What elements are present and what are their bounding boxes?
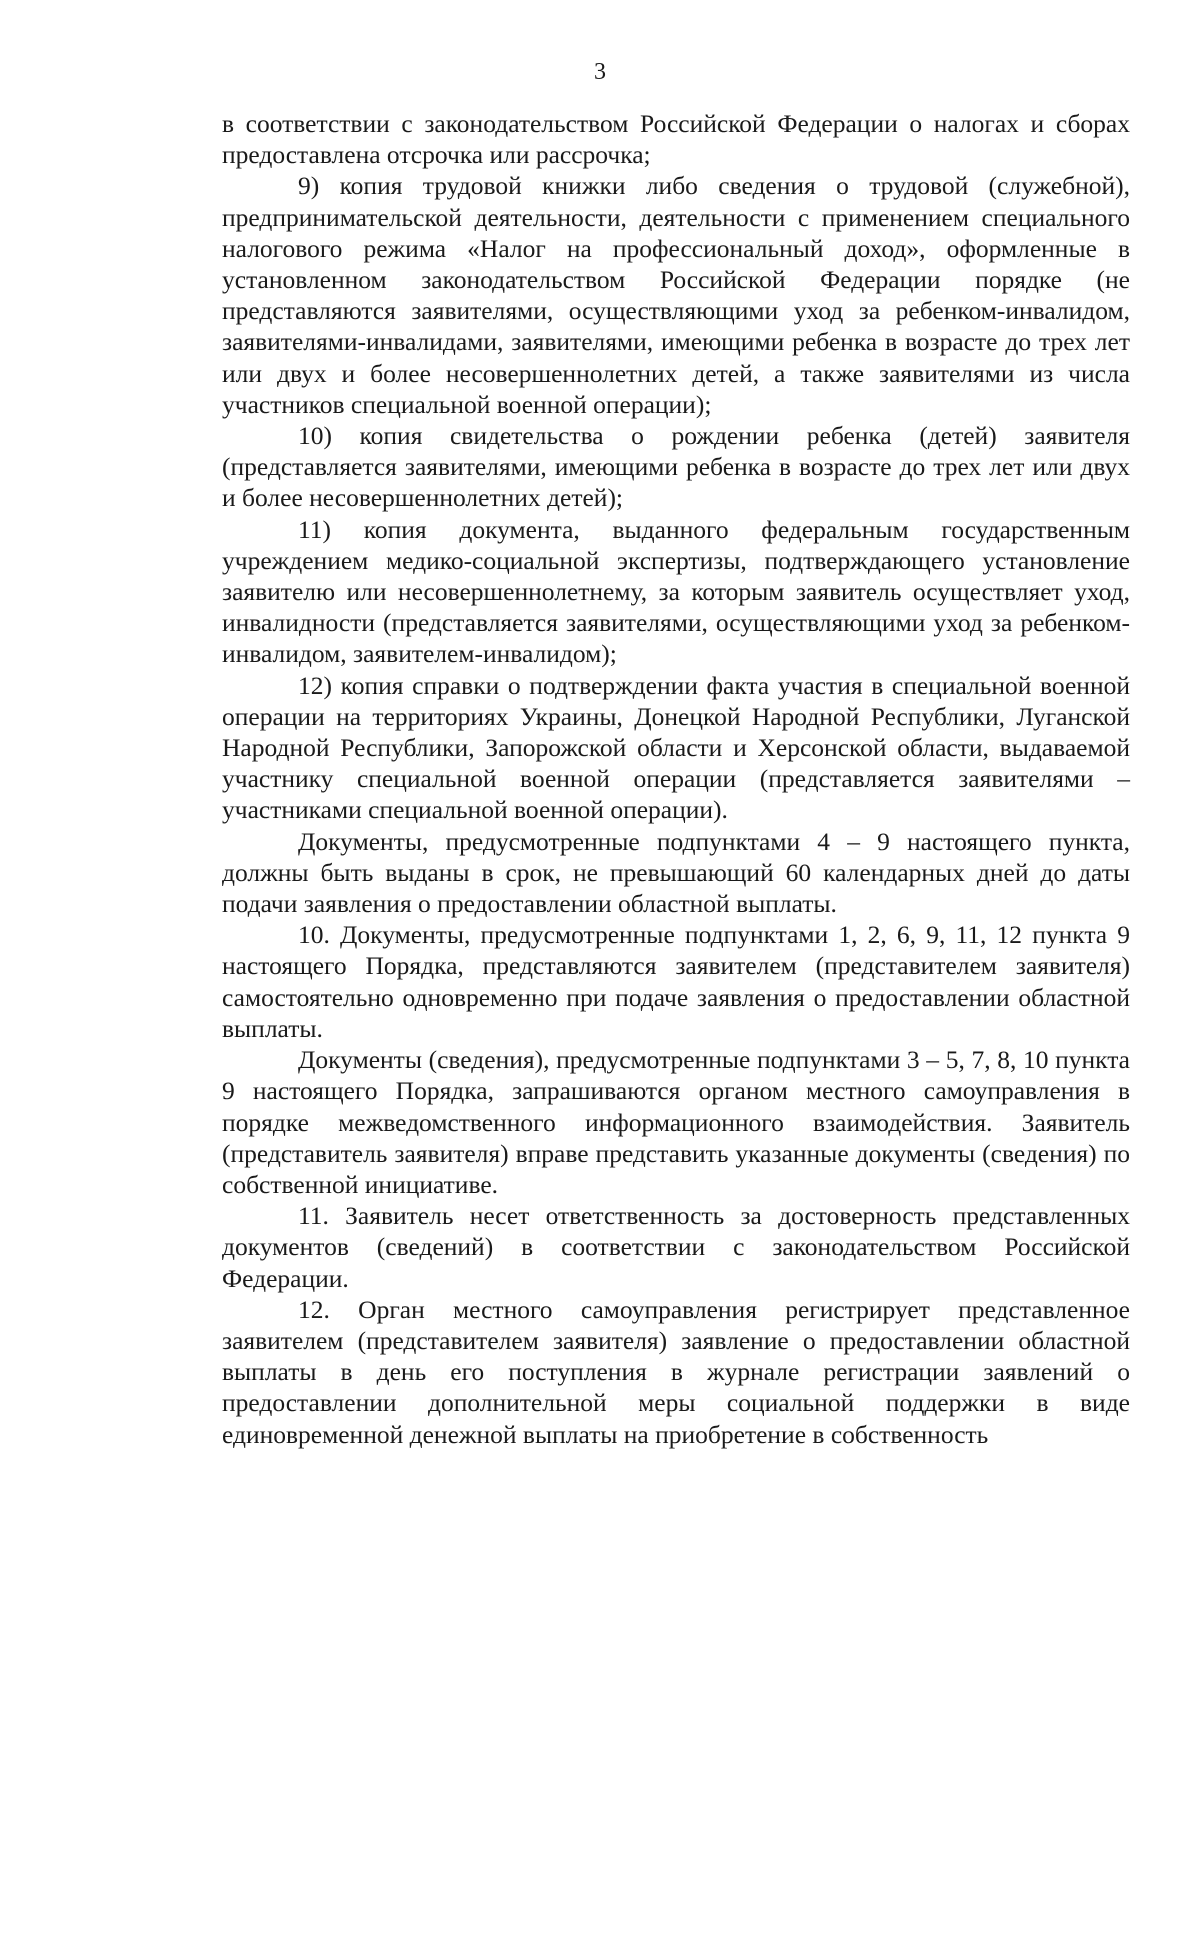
paragraph-item-11: 11) копия документа, выданного федеральным государственным учреждением медико-социальной экспертизы, подтверждающего установление заявителю или несовершеннолетнему, за которым заявитель осуществляет уход, инвалидности (представляется заявителями, осуществляющими уход за ребенком-инвалидом, заявителем-инвалидом); [222,514,1130,669]
page-number: 3 [594,59,606,85]
paragraph-item-10: 10) копия свидетельства о рождении ребенка (детей) заявителя (представляется заявителями, имеющими ребенка в возрасте до трех лет или двух и более несовершеннолетних детей); [222,421,1130,513]
paragraph-item-12: 12) копия справки о подтверждении факта участия в специальной военной операции на территориях Украины, Донецкой Народной Республики, Луганской Народной Республики, Запорожской области и Херсонской области, выдаваемой участнику специальной военной операции (представляется заявителями – участниками специальной военной операции). [222,670,1130,825]
paragraph-documents-term: Документы, предусмотренные подпунктами 4 – 9 настоящего пункта, должны быть выданы в срок, не превышающий 60 календарных дней до даты подачи заявления о предоставлении областной выплаты. [222,826,1130,919]
paragraph-clause-10-part-2: Документы (сведения), предусмотренные подпунктами 3 – 5, 7, 8, 10 пункта 9 настоящего Порядка, запрашиваются органом местного самоуправления в порядке межведомственного информационного взаимодействия. Заявитель (представитель заявителя) вправе представить указанные документы (сведения) по собственной инициативе. [222,1045,1130,1199]
paragraph-clause-10: 10. Документы, предусмотренные подпунктами 1, 2, 6, 9, 11, 12 пункта 9 настоящего Порядка, представляются заявителем (представителем заявителя) самостоятельно одновременно при подаче заявления о предоставлении областной выплаты. [222,920,1130,1043]
paragraph-item-9: 9) копия трудовой книжки либо сведения о трудовой (служебной), предпринимательской деятельности, деятельности с применением специального налогового режима «Налог на профессиональный доход», оформленные в установленном законодательством Российской Федерации порядке (не представляются заявителями, осуществляющими уход за ребенком-инвалидом, заявителями-инвалидами, заявителями, имеющими ребенка в возрасте до трех лет или двух и более несовершеннолетних детей, а также заявителями из числа участников специальной военной операции); [222,171,1130,419]
paragraph-clause-12: 12. Орган местного самоуправления регистрирует представленное заявителем (представителем заявителя) заявление о предоставлении областной выплаты в день его поступления в журнале регистрации заявлений о предоставлении дополнительной меры социальной поддержки в виде единовременной денежной выплаты на приобретение в собственность [222,1294,1130,1449]
document-body [222,108,1130,1450]
paragraph-continuation: в соответствии с законодательством Российской Федерации о налогах и сборах предоставлена отсрочка или рассрочка; [222,109,1130,170]
paragraph-clause-11: 11. Заявитель несет ответственность за достоверность представленных документов (сведений) в соответствии с законодательством Российской Федерации. [222,1201,1130,1293]
